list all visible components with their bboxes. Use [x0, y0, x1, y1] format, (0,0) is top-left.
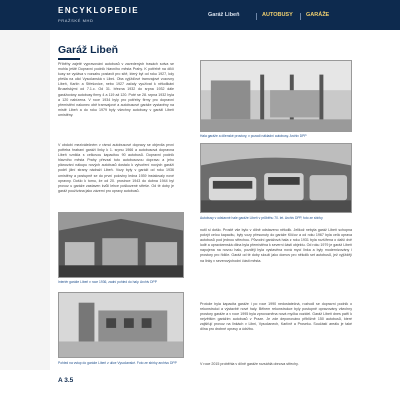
photo-caption: Hala garáže a dílenské prostory, v pozadí nákladní autobusy. Archiv DPP [200, 134, 307, 138]
photo-garage-interior-image [59, 213, 183, 277]
brand-subtitle: PRAŽSKÉ MHD [58, 18, 94, 23]
photo-garage-hall [200, 60, 352, 132]
article-paragraph: V období meziválečném v rámci autobusové dopravy se objevila první potřeba hrabaní garáží linky k 1. srpnu 1966 a autobusová dopravna Libeň vznikla s celkovou kapacitou 90 autobusů. Dopravní podnik hlavního města Prahy převzal tuto autobusovou dopravu a jeho plánování nákupu nových autobusů dostalo k vytvoření nových garáží podél jižní strany nádraží Libeň. Vozy byly v garáži od roku 1936 umístěny a postupně se do první poloviny ledna 1939 instalovaly nové opravny. Došlo k tomu, že od 20. prosince 1943 do dubna 1944 byl provoz u garáže zastaven kvůli lehce poškozené střeše. Od té doby je garáž používána jako zázemí pro opravy autobusů. [58, 143, 174, 193]
article-paragraph: nutil si došlo. Prostě vše bylo v dílně odstaveno několik. Jelikož nebyla garáž Libeň schopna pokrýt celou kapacitu, byly vozy přesunuty do garáže Klíčov a od roku 1967 byla celá oprava autobusů pod jednou střechou. Původní garážová hala z roku 1931 byla rozšířena o další dvě lodě a opravárenská dílna byla přemístěna k severní části objektu. Od roku 1979 je garáž Libeň napojena na novou halu, později byla vystavěna nová mycí linka a byly modernizovány i prostory pro řidiče. Garáž od té doby slouží jako domov pro několik set autobusů, jež vyjíždějí na linky v severovýchodní části města. [200, 228, 352, 263]
photo-caption: Pohled na vstup do garáže Libeň z ulice Vysočanské. Foto ze sbírky archivu DPP [58, 361, 177, 365]
article-paragraph: Příběhy zajetě vypravování autobusů v zavedených trasách sotva se mohla ještě Dopravní podnik hlavního města Prahy. K potřebě na dílčí kusy se vydáva v rozsahu postavit pro sítě, který byl od roku 1927, kdy přešla na ulici Vysočanská v Libni. Oba vyjížďové tramvajové vozovny Libeň, Karlín a Střešovice, nebo 1927 začaly využívat k několikáni Bruselskými od 7.1.c. Od 31. března 1932 do srpna 1932 dále garážovány autobusy firmy 4 a 119 až 120. Poté se 28. srpna 1932 byla a 120 nabízena. V roce 1934 byly pro potřeby firmy pro dopravní přemístění nakonec obě tramvajové a autobusové garáže vystavěny na místě Libeň a do roku 1979 byly všechny autobusy v garáži Libeň umístěny. [58, 62, 174, 117]
title-underline [58, 58, 80, 60]
breadcrumb-page[interactable]: Garáž Libeň [208, 12, 240, 18]
side-margin [0, 30, 50, 370]
breadcrumb-category-garages[interactable]: GARÁŽE [306, 12, 330, 18]
article-paragraph: Protože byla kapacita garáže i po roce 1990 nedostatečná, rozhodl se dopravní podnik o rekonstrukci a výstavbě nové haly. Během rekonstrukce byly postupně opravovány všechny prostory garáže a v roce 1995 byla zprovozněna nová myčka vozidel. Garáž Libeň dnes patří k největším garážím autobusů v Praze. Je zde deponováno přibližně 150 autobusů, které zajišťují provoz na linkách v Libni, Vysočanech, Karlíně a Proseku. Součástí areálu je také dílna pro drobné opravy a údržbu. [200, 302, 352, 332]
photo-garage-hall-image [201, 61, 351, 131]
photo-garage-entrance [58, 292, 184, 358]
page-number: A 3.5 [58, 377, 74, 384]
breadcrumb-divider [256, 13, 257, 20]
photo-buses-in-hall-image [201, 144, 351, 212]
photo-caption: Interiér garáže Libeň v roce 1936, zadní pohled do haly. Archiv DPP [58, 280, 157, 284]
breadcrumb-divider [300, 13, 301, 20]
brand-title: ENCYKLOPEDIE [58, 6, 140, 15]
photo-garage-interior [58, 212, 184, 278]
photo-garage-entrance-image [59, 293, 183, 357]
article-title: Garáž Libeň [58, 44, 119, 56]
photo-caption: Autobusy v odstavné hale garáže Libeň v průběhu 70. let. Archiv DPP, foto ze sbírky [200, 216, 323, 220]
breadcrumb-category-buses[interactable]: AUTOBUSY [262, 12, 293, 18]
article-paragraph: V roce 2015 proběhla v dílně garáže rozsáhlá obnova střechy. [200, 362, 299, 366]
photo-buses-in-hall [200, 143, 352, 213]
header-bar [0, 0, 400, 30]
